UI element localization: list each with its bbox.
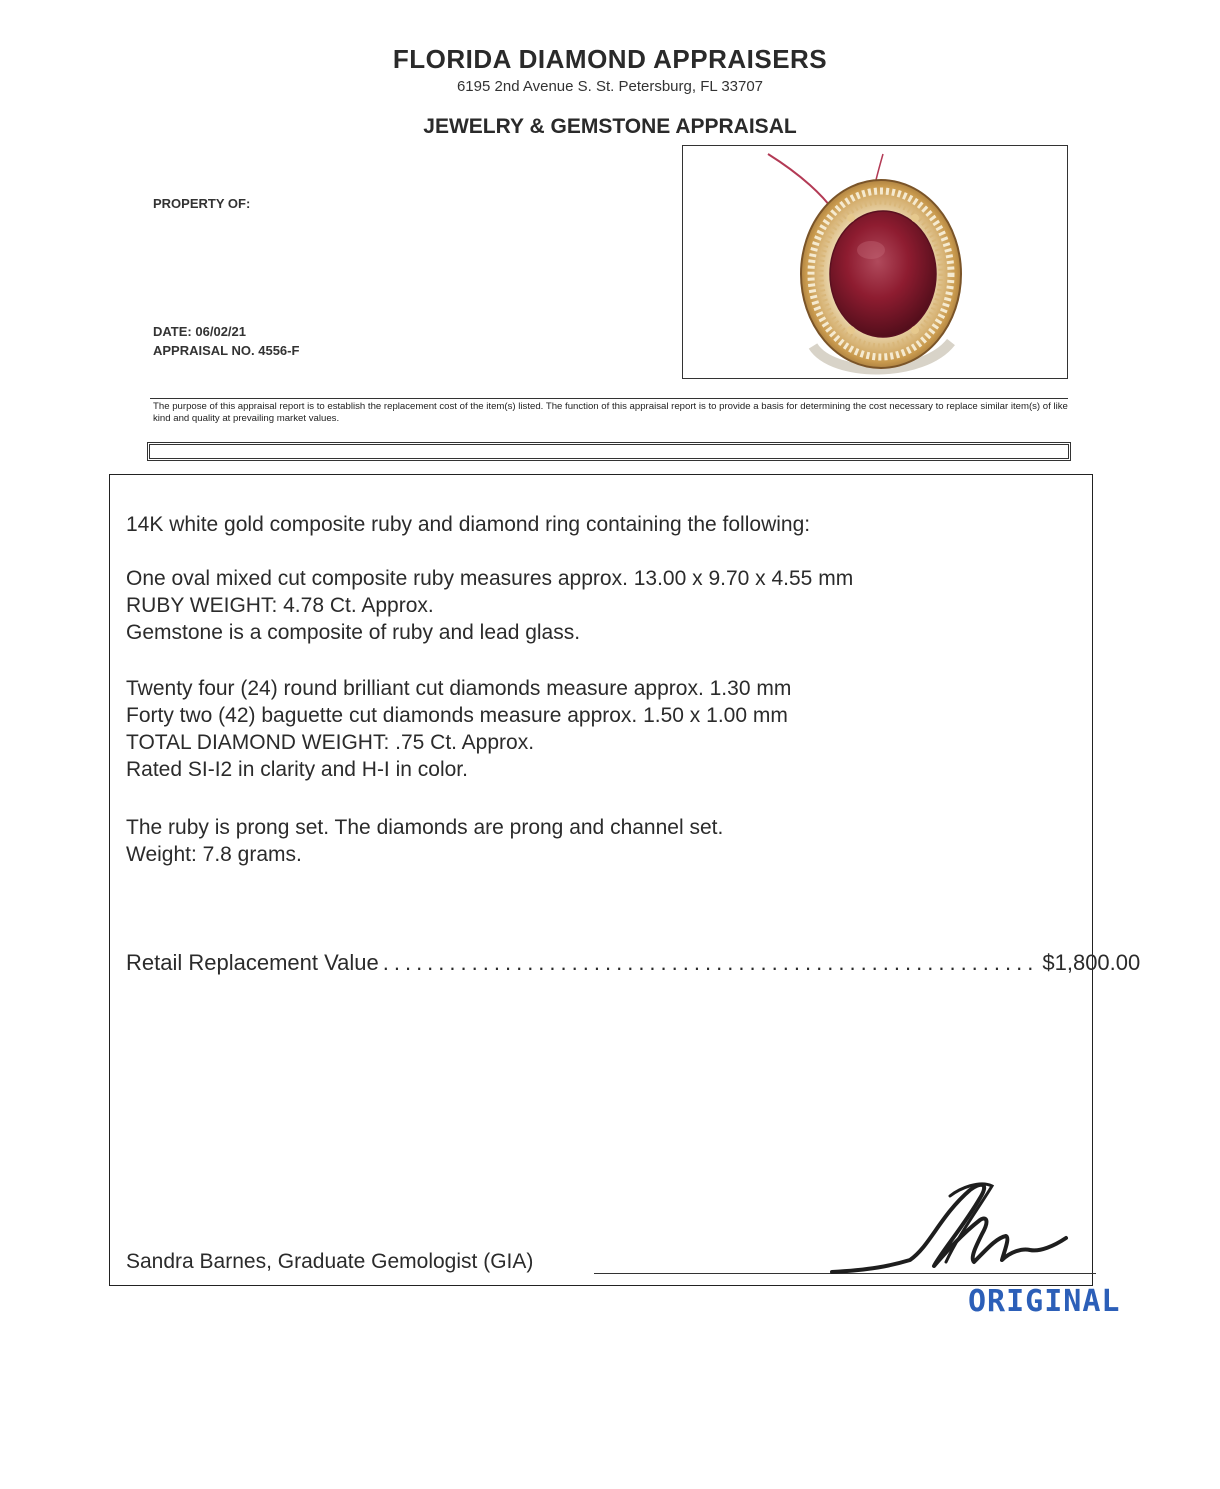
valuation-leaders: ...........................................................	[382, 950, 1039, 975]
item-photo	[682, 145, 1068, 379]
signatory-name: Sandra Barnes, Graduate Gemologist (GIA)	[126, 1250, 534, 1273]
diamond-detail-line: Rated SI-I2 in clarity and H-I in color.	[126, 758, 468, 781]
valuation-amount: $1,800.00	[1042, 950, 1141, 975]
appraisal-number-label: APPRAISAL NO.	[153, 343, 255, 358]
section-divider	[147, 442, 1071, 461]
setting-detail-line: The ruby is prong set. The diamonds are prong and channel set.	[126, 816, 724, 839]
appraisal-number-value: 4556-F	[258, 343, 300, 358]
date-label: DATE:	[153, 324, 192, 339]
property-of-label: PROPERTY OF:	[153, 196, 251, 211]
date-row	[153, 324, 246, 339]
document-title: JEWELRY & GEMSTONE APPRAISAL	[423, 115, 797, 138]
date-value: 06/02/21	[195, 324, 246, 339]
valuation-row	[126, 950, 1141, 976]
disclaimer-text: The purpose of this appraisal report is to establish the replacement cost of the item(s) listed. The function of this appraisal report is to provide a basis for determining the cost necessary to replace similar item(s) of like kind and quality at prevailing market values.	[153, 401, 1068, 424]
setting-details	[126, 814, 723, 868]
handwritten-signature	[830, 1176, 1070, 1282]
item-intro: 14K white gold composite ruby and diamond ring containing the following:	[126, 513, 811, 536]
original-stamp: ORIGINAL	[968, 1284, 1121, 1319]
disclaimer-rule	[150, 398, 1068, 399]
ruby-ring-image	[683, 146, 1069, 380]
ruby-detail-line: One oval mixed cut composite ruby measures approx. 13.00 x 9.70 x 4.55 mm	[126, 567, 854, 590]
ruby-detail-line: Gemstone is a composite of ruby and lead glass.	[126, 621, 581, 644]
setting-detail-line: Weight: 7.8 grams.	[126, 843, 302, 866]
diamond-detail-line: TOTAL DIAMOND WEIGHT: .75 Ct. Approx.	[126, 731, 535, 754]
appraisal-number-row	[153, 343, 299, 358]
diamond-details	[126, 675, 791, 783]
ruby-detail-line: RUBY WEIGHT: 4.78 Ct. Approx.	[126, 594, 434, 617]
diamond-detail-line: Twenty four (24) round brilliant cut diamonds measure approx. 1.30 mm	[126, 677, 792, 700]
diamond-detail-line: Forty two (42) baguette cut diamonds measure approx. 1.50 x 1.00 mm	[126, 704, 788, 727]
company-name: FLORIDA DIAMOND APPRAISERS	[392, 44, 828, 74]
valuation-label: Retail Replacement Value	[126, 950, 379, 975]
company-address: 6195 2nd Avenue S. St. Petersburg, FL 33707	[456, 78, 764, 95]
ruby-details	[126, 565, 853, 646]
